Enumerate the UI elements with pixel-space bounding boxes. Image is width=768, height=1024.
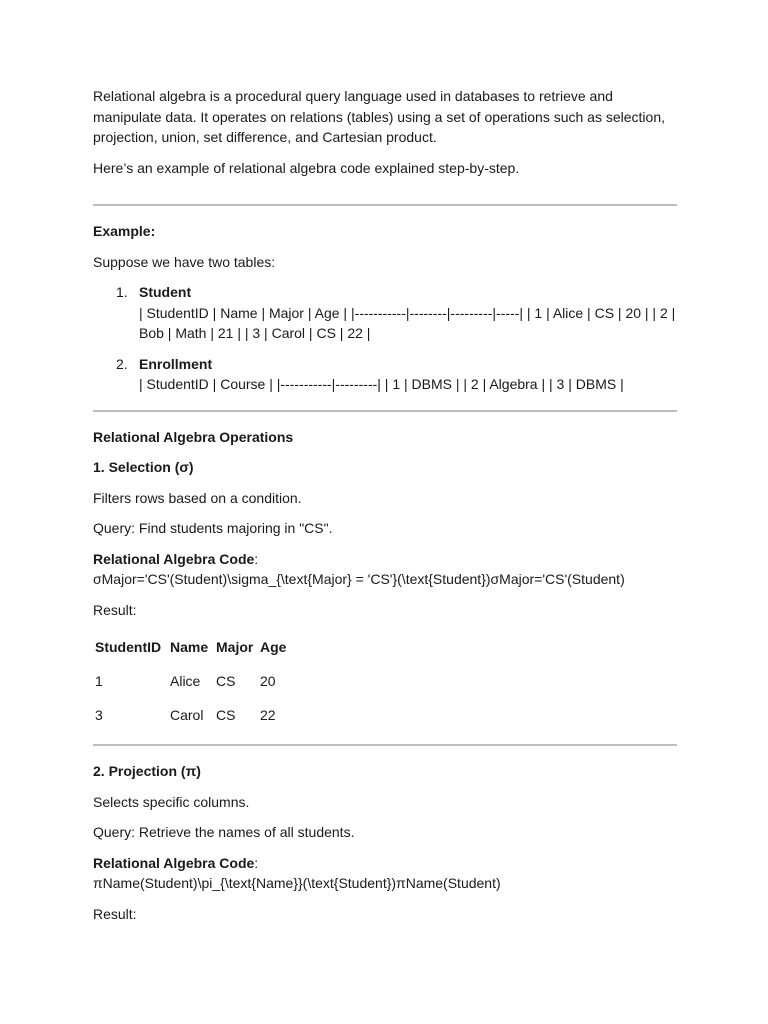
selection-result-label: Result: xyxy=(93,601,137,618)
table-name: Student xyxy=(139,284,192,300)
table-cell: Carol xyxy=(170,707,204,723)
column-header: Major xyxy=(216,639,254,655)
table-row xyxy=(95,664,290,698)
example-section xyxy=(93,221,677,395)
code-label-colon: : xyxy=(254,550,259,567)
table-cell: 1 xyxy=(95,673,103,689)
projection-result-label: Result: xyxy=(93,905,137,922)
code-label: Relational Algebra Code xyxy=(93,550,255,567)
selection-code-label-line xyxy=(93,549,677,570)
example-heading: Example: xyxy=(93,223,156,239)
code-label-colon: : xyxy=(254,854,259,871)
section-divider xyxy=(93,410,677,412)
example-intro: Suppose we have two tables: xyxy=(93,253,276,270)
column-header: StudentID xyxy=(95,639,162,655)
table-cell: CS xyxy=(216,707,236,723)
intro-example-note: Here’s an example of relational algebra code explained step-by-step. xyxy=(93,159,520,176)
list-item xyxy=(93,282,677,344)
code-label: Relational Algebra Code xyxy=(93,854,255,871)
operations-section xyxy=(93,427,677,733)
intro-paragraph: Relational algebra is a procedural query language used in databases to retrieve and manipulate data. It operates on relations (tables) using a set of operations such as selection, projection, union, set difference, and Cartesian product. xyxy=(93,88,666,145)
selection-title: 1. Selection (σ) xyxy=(93,459,194,475)
projection-query: Query: Retrieve the names of all students. xyxy=(93,824,355,840)
projection-description: Selects specific columns. xyxy=(93,793,250,810)
list-item xyxy=(93,354,677,395)
column-header: Age xyxy=(260,639,287,655)
document-page xyxy=(93,86,677,924)
table-cell: Alice xyxy=(170,673,201,689)
table-row xyxy=(95,698,290,732)
intro-section xyxy=(93,86,677,178)
selection-query: Query: Find students majoring in "CS". xyxy=(93,520,333,536)
list-item-number: 1. xyxy=(116,284,128,300)
projection-code: πName(Student)\pi_{\text{Name}}(\text{Student})πName(Student) xyxy=(93,875,501,891)
selection-description: Filters rows based on a condition. xyxy=(93,489,302,506)
table-content: | StudentID | Name | Major | Age | |-----------|--------|---------|-----| | 1 | Alice | CS | 20 | | 2 | Bob | Math | 21 | | 3 | Carol | CS | 22 | xyxy=(139,304,676,341)
table-list xyxy=(93,282,677,395)
section-divider xyxy=(93,204,677,206)
table-name: Enrollment xyxy=(139,355,213,372)
column-header: Name xyxy=(170,639,209,655)
section-divider xyxy=(93,744,677,746)
table-cell: 22 xyxy=(260,707,276,723)
projection-title: 2. Projection (π) xyxy=(93,763,201,779)
table-cell: CS xyxy=(216,673,236,689)
selection-result-table xyxy=(95,630,290,732)
table-header-row xyxy=(95,630,290,664)
operations-heading: Relational Algebra Operations xyxy=(93,428,294,445)
table-content: | StudentID | Course | |-----------|---------| | 1 | DBMS | | 2 | Algebra | | 3 | DBMS | xyxy=(139,376,624,392)
table-cell: 20 xyxy=(260,673,276,689)
projection-code-label-line xyxy=(93,853,677,874)
table-cell: 3 xyxy=(95,707,103,723)
list-item-number: 2. xyxy=(116,355,128,372)
projection-section xyxy=(93,761,677,924)
selection-code: σMajor='CS'(Student)\sigma_{\text{Major} = 'CS'}(\text{Student})σMajor='CS'(Student) xyxy=(93,571,625,587)
